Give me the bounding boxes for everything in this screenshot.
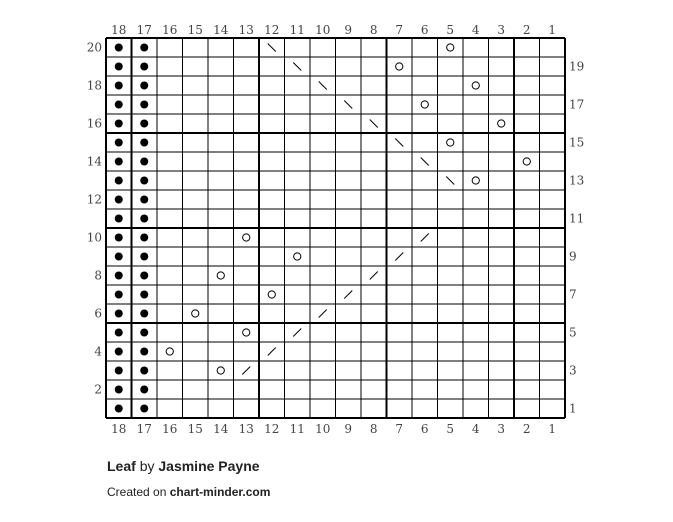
column-label-bottom: 6 xyxy=(420,422,429,436)
column-label-top: 15 xyxy=(187,23,203,37)
column-label-top: 16 xyxy=(162,23,178,37)
column-label-top: 18 xyxy=(111,23,127,37)
yarn-over-circle xyxy=(447,44,454,51)
yarn-over-circle xyxy=(421,101,428,108)
purl-dot xyxy=(115,310,123,318)
purl-dot xyxy=(140,196,148,204)
row-label-right: 7 xyxy=(569,287,577,302)
yarn-over-circle xyxy=(243,329,250,336)
row-label-right: 1 xyxy=(569,401,577,416)
k2tog-slash xyxy=(293,329,301,337)
k2tog-slash xyxy=(319,310,327,318)
purl-dot xyxy=(140,234,148,242)
k2tog-slash xyxy=(268,348,276,356)
yarn-over-circle xyxy=(243,234,250,241)
column-label-bottom: 18 xyxy=(111,422,127,436)
purl-dot xyxy=(115,158,123,166)
purl-dot xyxy=(140,82,148,90)
column-label-bottom: 11 xyxy=(289,422,305,436)
column-label-bottom: 2 xyxy=(522,422,531,436)
by-text: by xyxy=(139,458,155,474)
row-label-left: 18 xyxy=(86,78,102,93)
yarn-over-circle xyxy=(166,348,173,355)
row-label-left: 10 xyxy=(86,230,102,245)
column-label-bottom: 15 xyxy=(187,422,203,436)
column-label-bottom: 17 xyxy=(136,422,152,436)
column-label-bottom: 9 xyxy=(344,422,353,436)
yarn-over-circle xyxy=(268,291,275,298)
row-label-right: 17 xyxy=(569,97,585,112)
column-label-bottom: 8 xyxy=(369,422,378,436)
purl-dot xyxy=(140,386,148,394)
column-label-bottom: 3 xyxy=(497,422,506,436)
purl-dot xyxy=(140,405,148,413)
row-label-left: 20 xyxy=(86,40,102,55)
yarn-over-circle xyxy=(192,310,199,317)
ssk-backslash xyxy=(268,44,276,52)
credit-line xyxy=(107,485,270,499)
row-label-left: 14 xyxy=(86,154,102,169)
ssk-backslash xyxy=(421,158,429,166)
purl-dot xyxy=(140,215,148,223)
row-label-right: 9 xyxy=(569,249,577,264)
row-label-left: 6 xyxy=(94,306,102,321)
ssk-backslash xyxy=(395,139,403,147)
row-label-right: 5 xyxy=(569,325,577,340)
column-label-top: 4 xyxy=(471,23,480,37)
purl-dot xyxy=(115,386,123,394)
purl-dot xyxy=(115,405,123,413)
purl-dot xyxy=(115,215,123,223)
purl-dot xyxy=(115,82,123,90)
row-label-left: 8 xyxy=(94,268,102,283)
column-label-top: 13 xyxy=(238,23,254,37)
purl-dot xyxy=(115,63,123,71)
purl-dot xyxy=(115,101,123,109)
purl-dot xyxy=(115,253,123,261)
chart-title-line xyxy=(107,458,260,474)
purl-dot xyxy=(115,329,123,337)
purl-dot xyxy=(115,272,123,280)
purl-dot xyxy=(115,120,123,128)
column-label-top: 11 xyxy=(289,23,305,37)
purl-dot xyxy=(140,367,148,375)
purl-dot xyxy=(140,310,148,318)
column-label-top: 5 xyxy=(446,23,455,37)
k2tog-slash xyxy=(344,291,352,299)
purl-dot xyxy=(140,272,148,280)
k2tog-slash xyxy=(242,367,250,375)
yarn-over-circle xyxy=(523,158,530,165)
purl-dot xyxy=(115,196,123,204)
yarn-over-circle xyxy=(472,177,479,184)
ssk-backslash xyxy=(446,177,454,185)
purl-dot xyxy=(140,120,148,128)
purl-dot xyxy=(140,44,148,52)
column-label-top: 6 xyxy=(420,23,429,37)
row-label-right: 13 xyxy=(569,173,585,188)
grid-lines xyxy=(106,38,565,418)
row-label-left: 12 xyxy=(86,192,102,207)
yarn-over-circle xyxy=(294,253,301,260)
column-label-top: 7 xyxy=(395,23,404,37)
ssk-backslash xyxy=(293,63,301,71)
site-link[interactable]: chart-minder.com xyxy=(169,485,271,499)
yarn-over-circle xyxy=(217,272,224,279)
purl-dot xyxy=(115,177,123,185)
column-label-bottom: 5 xyxy=(446,422,455,436)
author-name: Jasmine Payne xyxy=(158,458,260,474)
purl-dot xyxy=(115,348,123,356)
row-label-right: 15 xyxy=(569,135,585,150)
purl-dot xyxy=(115,139,123,147)
row-label-left: 2 xyxy=(94,382,102,397)
column-label-top: 17 xyxy=(136,23,152,37)
row-label-right: 3 xyxy=(569,363,577,378)
yarn-over-circle xyxy=(396,63,403,70)
column-label-bottom: 10 xyxy=(315,422,331,436)
column-label-bottom: 14 xyxy=(213,422,229,436)
created-on-text: Created on xyxy=(107,485,167,499)
row-label-right: 19 xyxy=(569,59,585,74)
chart-title: Leaf xyxy=(107,458,136,474)
purl-dot xyxy=(140,158,148,166)
yarn-over-circle xyxy=(472,82,479,89)
column-label-top: 12 xyxy=(264,23,280,37)
k2tog-slash xyxy=(370,272,378,280)
column-label-top: 14 xyxy=(213,23,229,37)
column-label-bottom: 13 xyxy=(238,422,254,436)
row-label-left: 4 xyxy=(94,344,102,359)
purl-dot xyxy=(115,291,123,299)
ssk-backslash xyxy=(370,120,378,128)
purl-dot xyxy=(140,177,148,185)
yarn-over-circle xyxy=(447,139,454,146)
purl-dot xyxy=(140,253,148,261)
column-label-top: 1 xyxy=(548,23,557,37)
purl-dot xyxy=(140,348,148,356)
column-label-bottom: 12 xyxy=(264,422,280,436)
purl-dot xyxy=(140,101,148,109)
purl-dot xyxy=(140,291,148,299)
ssk-backslash xyxy=(344,101,352,109)
row-label-left: 16 xyxy=(86,116,102,131)
row-label-right: 11 xyxy=(569,211,585,226)
column-label-bottom: 16 xyxy=(162,422,178,436)
ssk-backslash xyxy=(319,82,327,90)
column-label-top: 3 xyxy=(497,23,506,37)
column-label-bottom: 7 xyxy=(395,422,404,436)
yarn-over-circle xyxy=(498,120,505,127)
column-label-bottom: 1 xyxy=(548,422,557,436)
column-label-bottom: 4 xyxy=(471,422,480,436)
k2tog-slash xyxy=(395,253,403,261)
purl-dot xyxy=(140,139,148,147)
purl-dot xyxy=(115,367,123,375)
k2tog-slash xyxy=(421,234,429,242)
purl-dot xyxy=(140,329,148,337)
purl-dot xyxy=(115,234,123,242)
column-label-top: 8 xyxy=(369,23,378,37)
column-label-top: 10 xyxy=(315,23,331,37)
purl-dot xyxy=(115,44,123,52)
column-label-top: 2 xyxy=(522,23,531,37)
column-label-top: 9 xyxy=(344,23,353,37)
yarn-over-circle xyxy=(217,367,224,374)
purl-dot xyxy=(140,63,148,71)
